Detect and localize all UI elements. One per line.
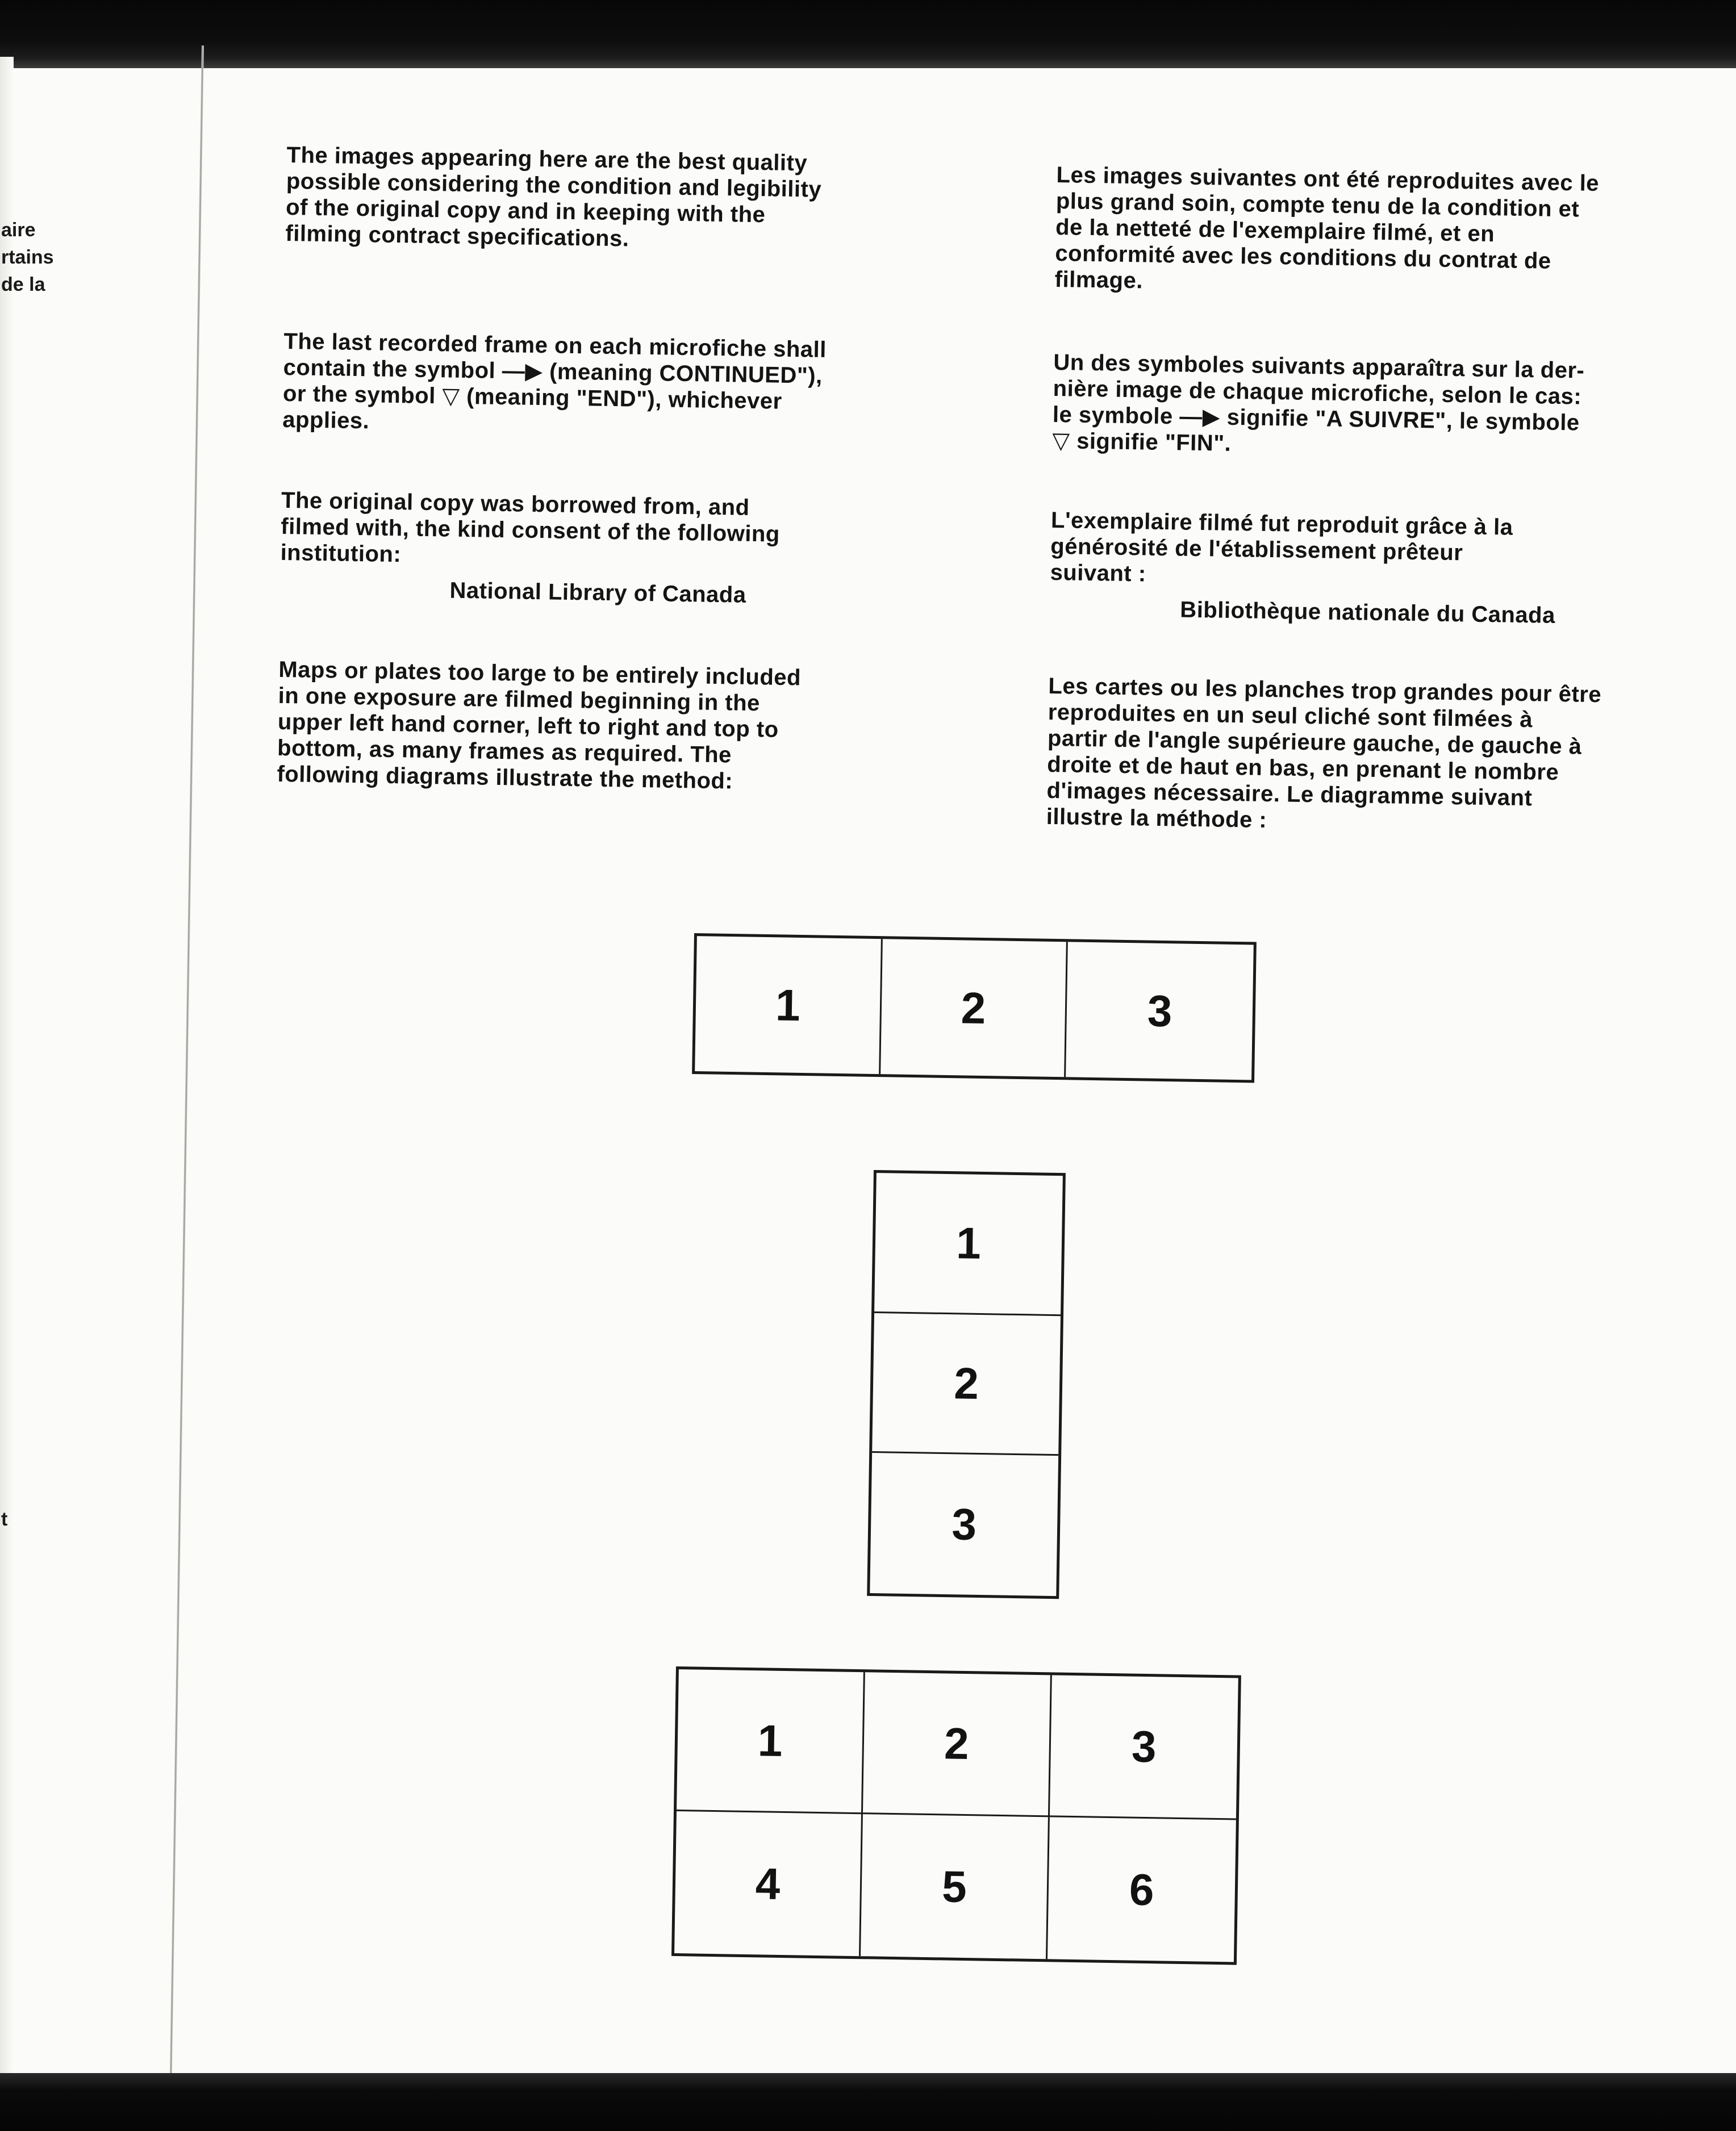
english-quality-paragraph: The images appearing here are the best quality possible considering the condition and legibility of the original copy and in keeping with the filming contract specifications.: [285, 142, 822, 252]
scan-left-edge: [0, 57, 14, 2079]
frame-cell: 2: [872, 1313, 1061, 1456]
frame-cell: 3: [1147, 985, 1172, 1036]
frame-cell: 1: [695, 936, 882, 1074]
french-institution-name: Bibliothèque nationale du Canada: [1180, 597, 1556, 628]
english-source-paragraph: The original copy was borrowed from, and filmed with, the kind consent of the following institution:: [280, 487, 781, 567]
horizontal-frames-diagram: [692, 933, 1257, 1083]
french-quality-paragraph: Les images suivantes ont été reproduites avec le plus grand soin, compte tenu de la condition et de la netteté de l'exemplaire filmé, et en conformité avec les conditions du contrat de filmage.: [1054, 162, 1600, 294]
vertical-frames-diagram: [867, 1170, 1066, 1599]
frame-cell: 3: [1050, 1675, 1238, 1820]
frame-cell: 5: [861, 1814, 1049, 1959]
frame-cell: 3: [951, 1499, 977, 1550]
frame-cell: 1: [874, 1173, 1063, 1316]
scan-bottom-border: [0, 2073, 1736, 2131]
frame-cell: 2: [880, 939, 1068, 1077]
left-page-fragment: rtains: [1, 246, 54, 268]
frame-cell: 1: [677, 1669, 865, 1814]
left-page-fragment: aire: [1, 219, 36, 241]
french-symbol-paragraph: Un des symboles suivants apparaîtra sur la der- nière image de chaque microfiche, selon le cas: le symbole —▶ signifie "A SUIVRE", le symbole ▽ signifie "FIN".: [1051, 349, 1585, 456]
page-fold-line: [170, 45, 204, 2079]
english-institution-name: National Library of Canada: [449, 578, 746, 608]
french-source-paragraph: L'exemplaire filmé fut reproduit grâce à la générosité de l'établissement prêteur suivant :: [1050, 507, 1513, 587]
scan-top-border: [0, 0, 1736, 68]
english-maps-paragraph: Maps or plates too large to be entirely included in one exposure are filmed beginning in the upper left hand corner, left to right and top to bottom, as many frames as required. The following diagrams illustrate the method:: [277, 657, 802, 794]
french-maps-paragraph: Les cartes ou les planches trop grandes pour être reproduites en un seul cliché sont filmées à partir de l'angle supérieure gauche, de gauche à droite et de haut en bas, en prenant le nombre d'images nécessaire. Le diagramme suivant illustre la méthode :: [1046, 673, 1602, 833]
frame-cell: 2: [863, 1672, 1051, 1817]
english-symbol-paragraph: The last recorded frame on each microfiche shall contain the symbol —▶ (meaning CONTINUED"), or the symbol ▽ (meaning "END"), whichever applies.: [282, 328, 827, 434]
english-column: [276, 142, 934, 834]
grid-frames-diagram: [671, 1666, 1241, 1965]
left-page-fragment: de la: [1, 274, 45, 295]
left-page-fragment: t: [1, 1509, 8, 1530]
french-column: [1046, 162, 1704, 865]
frame-cell: 6: [1129, 1864, 1155, 1915]
frame-cell: 4: [674, 1811, 863, 1956]
